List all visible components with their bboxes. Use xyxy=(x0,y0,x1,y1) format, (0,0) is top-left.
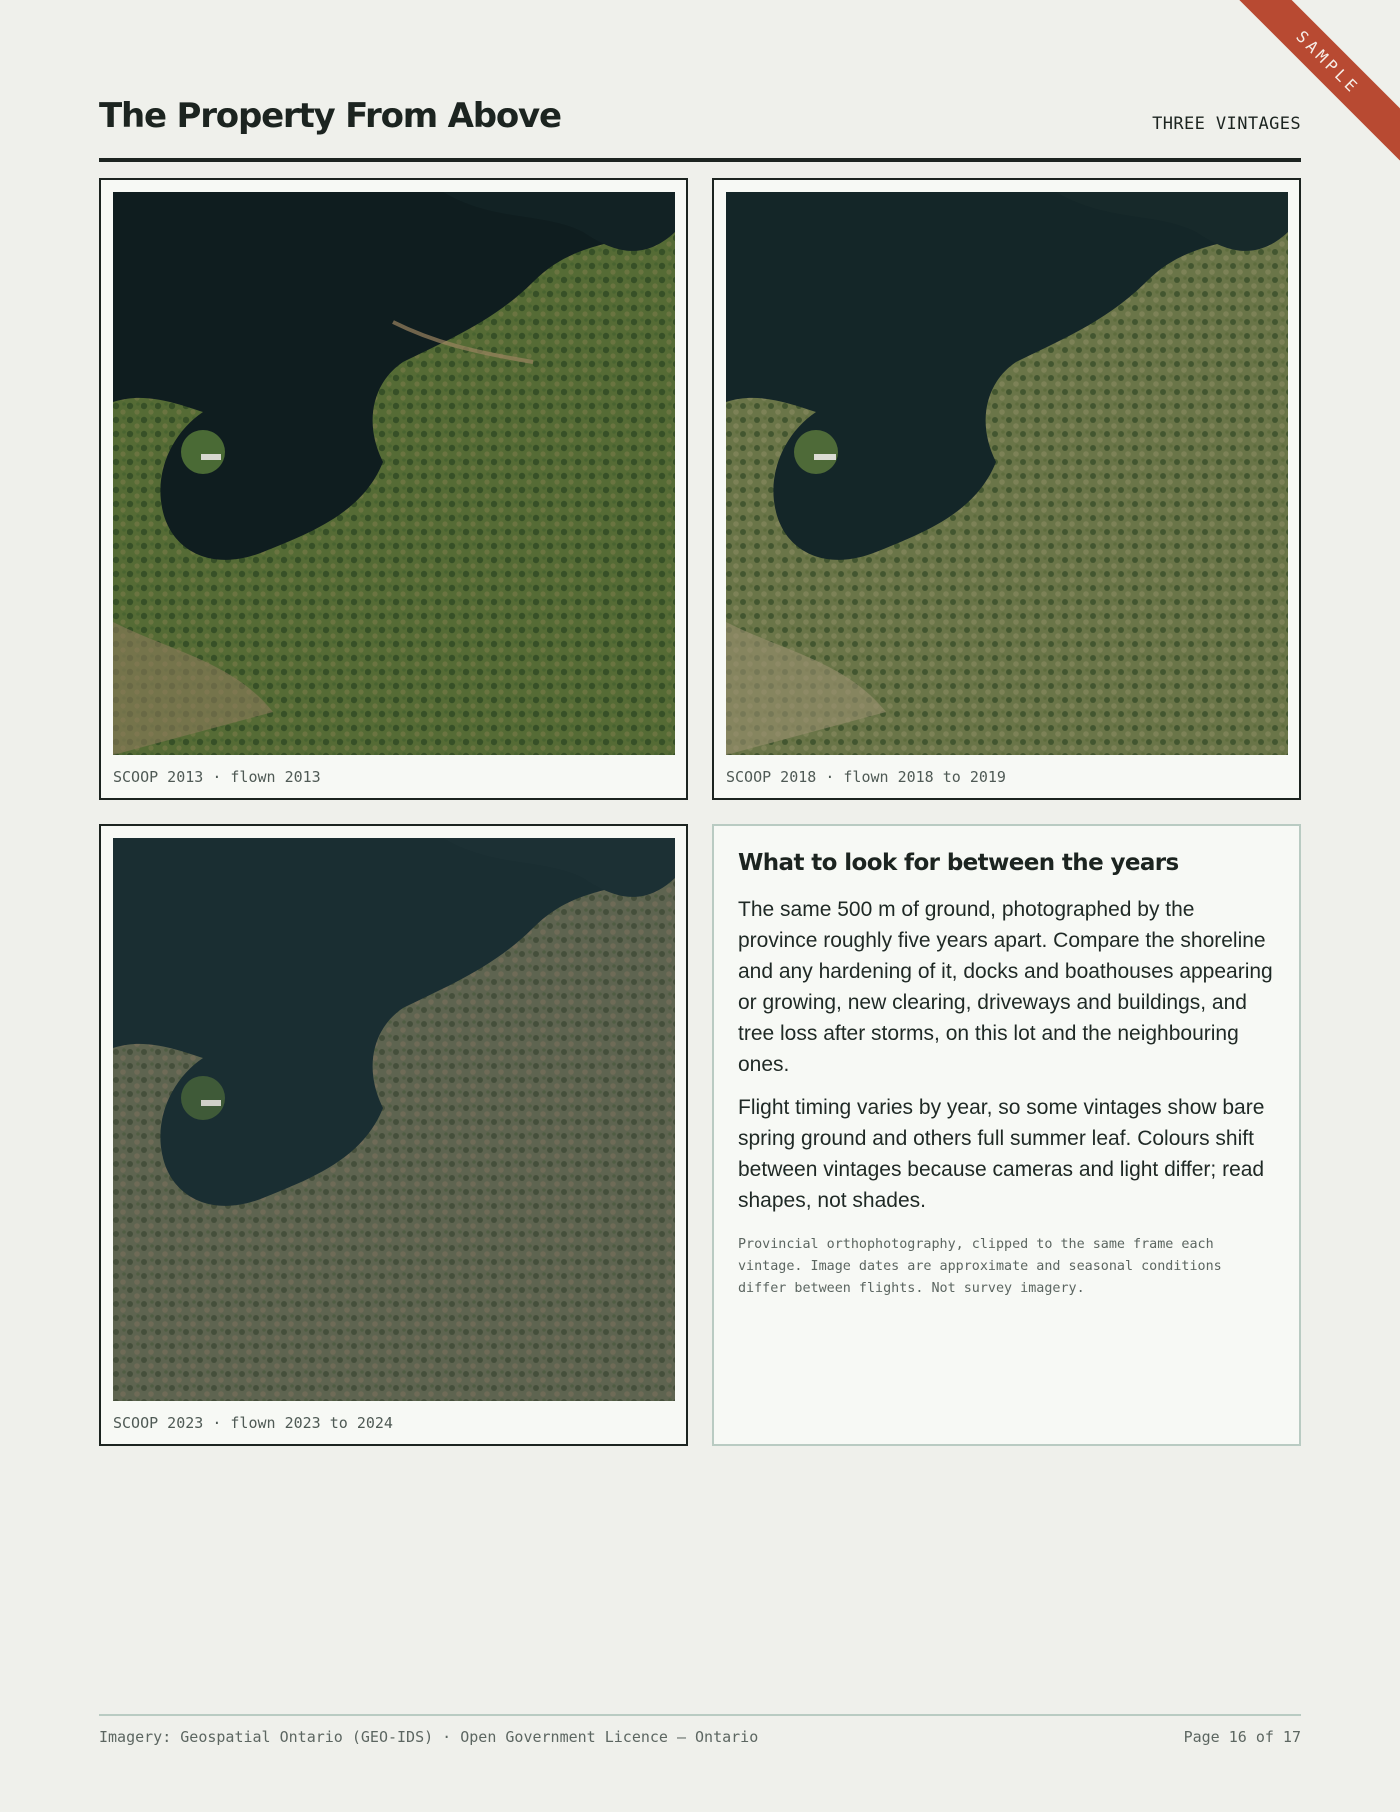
notes-paragraph: Flight timing varies by year, so some vintages show bare spring ground and others full summer leaf. Colours shift between vintages because cameras and light differ; read shapes, not shades. xyxy=(738,1096,1265,1212)
photo-caption: SCOOP 2018 · flown 2018 to 2019 xyxy=(726,768,1006,786)
imagery-credit: Imagery: Geospatial Ontario (GEO-IDS) · Open Government Licence – Ontario xyxy=(99,1728,759,1746)
page-title: The Property From Above xyxy=(99,96,561,136)
sample-ribbon xyxy=(1200,0,1400,200)
aerial-photo-2013 xyxy=(113,192,675,755)
notes-heading: What to look for between the years xyxy=(738,850,1179,876)
photo-card-2013 xyxy=(99,178,688,800)
photo-caption: SCOOP 2013 · flown 2013 xyxy=(113,768,321,786)
aerial-photo-2023 xyxy=(113,838,675,1401)
page-footer xyxy=(99,1714,1301,1756)
page-header xyxy=(99,92,1301,162)
sample-ribbon-label: SAMPLE xyxy=(1230,0,1400,160)
notes-fine-print: Provincial orthophotography, clipped to the same frame each vintage. Image dates are approximate and seasonal conditions differ between flights. Not survey imagery. xyxy=(738,1237,1222,1296)
comparison-notes xyxy=(712,824,1301,1446)
notes-paragraph: The same 500 m of ground, photographed by the province roughly five years apart. Compare the shoreline and any hardening of it, docks and boathouses appearing or growing, new clearing, driveways and buildings, and tree loss after storms, on this lot and the neighbouring ones. xyxy=(738,898,1273,1076)
aerial-photo-2018 xyxy=(726,192,1288,755)
photo-caption: SCOOP 2023 · flown 2023 to 2024 xyxy=(113,1414,393,1432)
photo-card-2023 xyxy=(99,824,688,1446)
section-label: THREE VINTAGES xyxy=(1152,114,1301,134)
page-number: Page 16 of 17 xyxy=(1183,1728,1301,1746)
photo-card-2018 xyxy=(712,178,1301,800)
